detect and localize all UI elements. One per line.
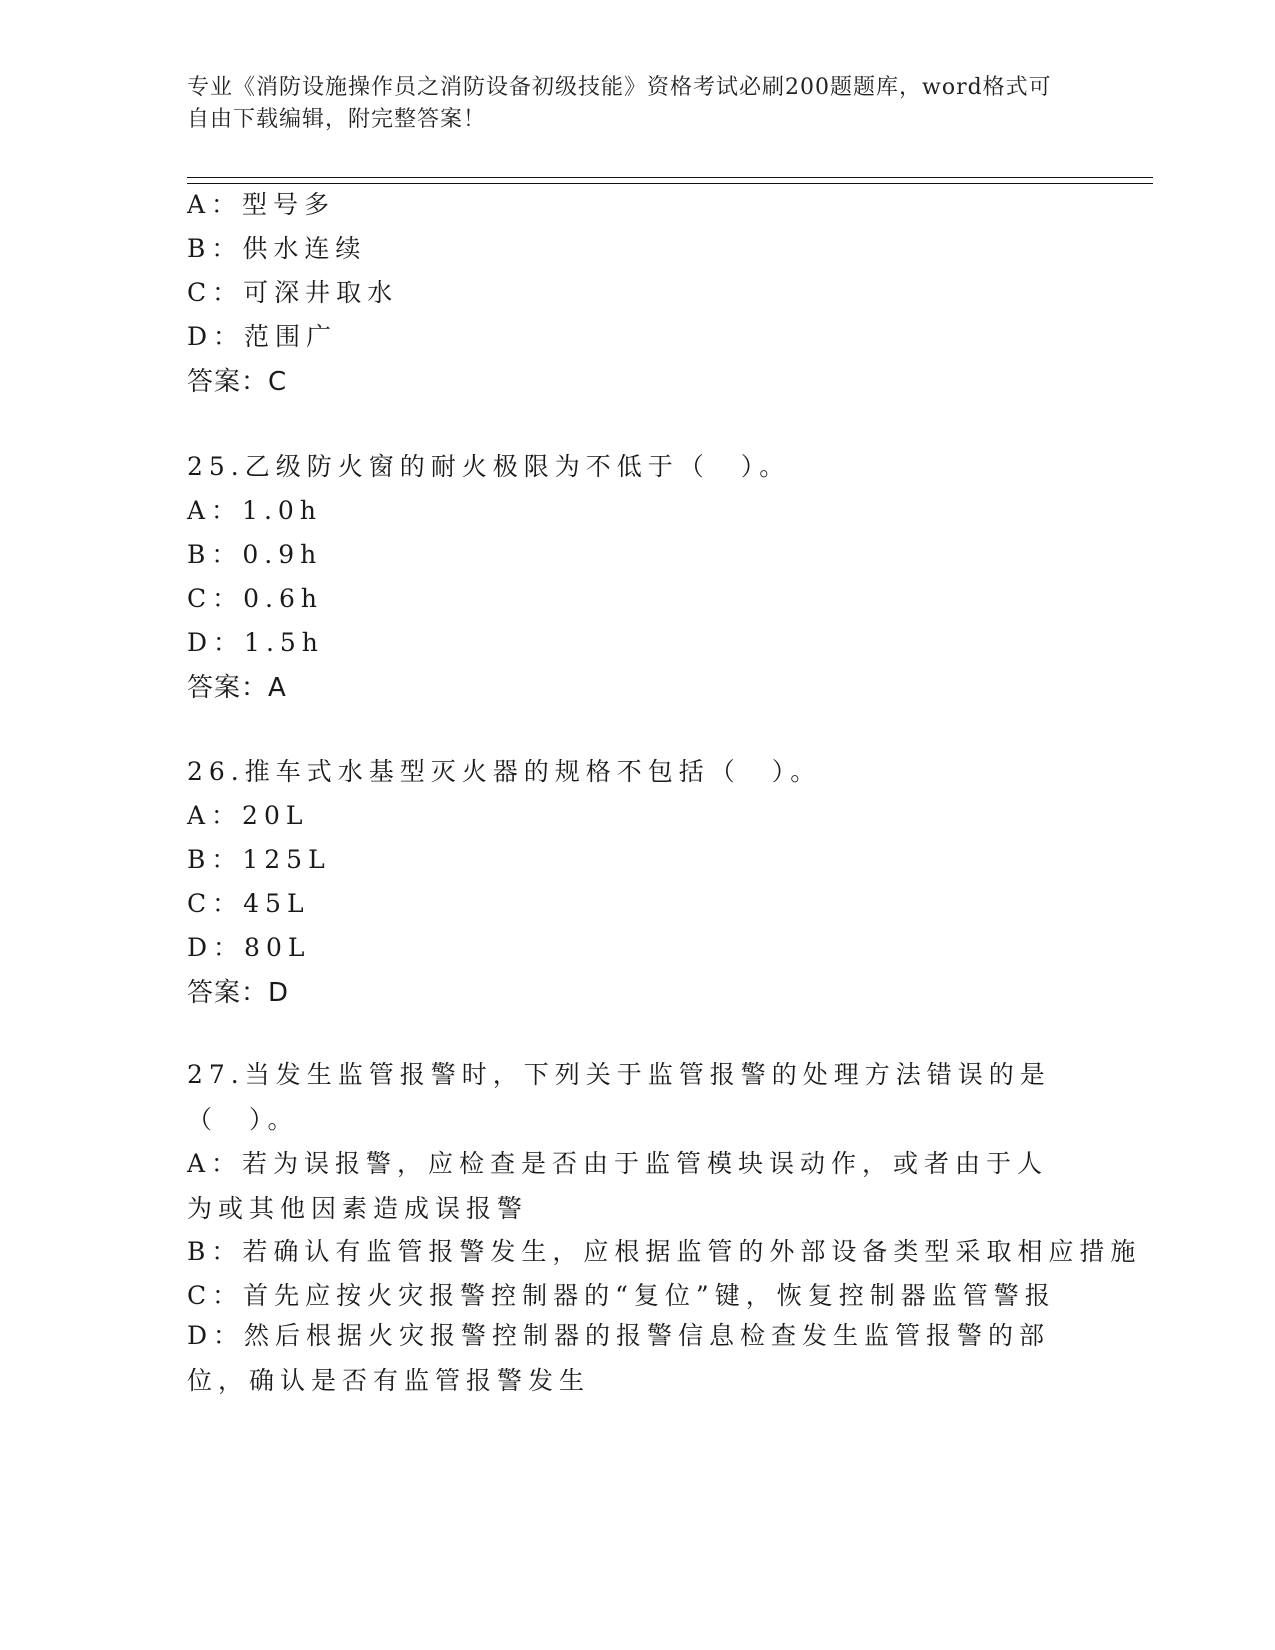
q27-question: 27.当发生监管报警时，下列关于监管报警的处理方法错误的是（ ）。 [187,1060,1051,1134]
q27-option-b: B：若确认有监管报警发生，应根据监管的外部设备类型采取相应措施 [187,1237,1142,1266]
header-divider [187,177,1153,184]
q26-answer: 答案：D [187,978,290,1008]
q25-option-d: D：1.5h [187,628,324,657]
q25-answer: 答案：A [187,673,287,703]
q26-question: 26.推车式水基型灭火器的规格不包括（ ）。 [187,757,822,786]
q24-answer: 答案：C [187,367,288,397]
q27-option-a: A：若为误报警，应检查是否由于监管模块误动作，或者由于人为或其他因素造成误报警 [187,1149,1049,1223]
q24-option-b: B：供水连续 [187,234,367,263]
q26-option-a: A：20L [187,801,309,830]
q26-option-b: B：125L [187,845,331,874]
q26-option-d: D：80L [187,933,311,962]
q26-option-c: C：45L [187,889,310,918]
q24-option-d: D：范围广 [187,322,338,351]
q25-option-a: A：1.0h [187,496,322,525]
q25-question: 25.乙级防火窗的耐火极限为不低于（ ）。 [187,452,791,481]
q25-option-c: C：0.6h [187,584,323,613]
q24-option-c: C：可深井取水 [187,278,399,307]
q25-option-b: B：0.9h [187,540,323,569]
q27-option-d: D：然后根据火灾报警控制器的报警信息检查发生监管报警的部位，确认是否有监管报警发生 [187,1321,1051,1395]
q27-option-c: C：首先应按火灾报警控制器的“复位”键，恢复控制器监管警报 [187,1281,1056,1310]
q24-option-a: A：型号多 [187,190,336,219]
document-header: 专业《消防设施操作员之消防设备初级技能》资格考试必刷200题题库，word格式可自由下载编辑，附完整答案！ [187,75,1052,132]
